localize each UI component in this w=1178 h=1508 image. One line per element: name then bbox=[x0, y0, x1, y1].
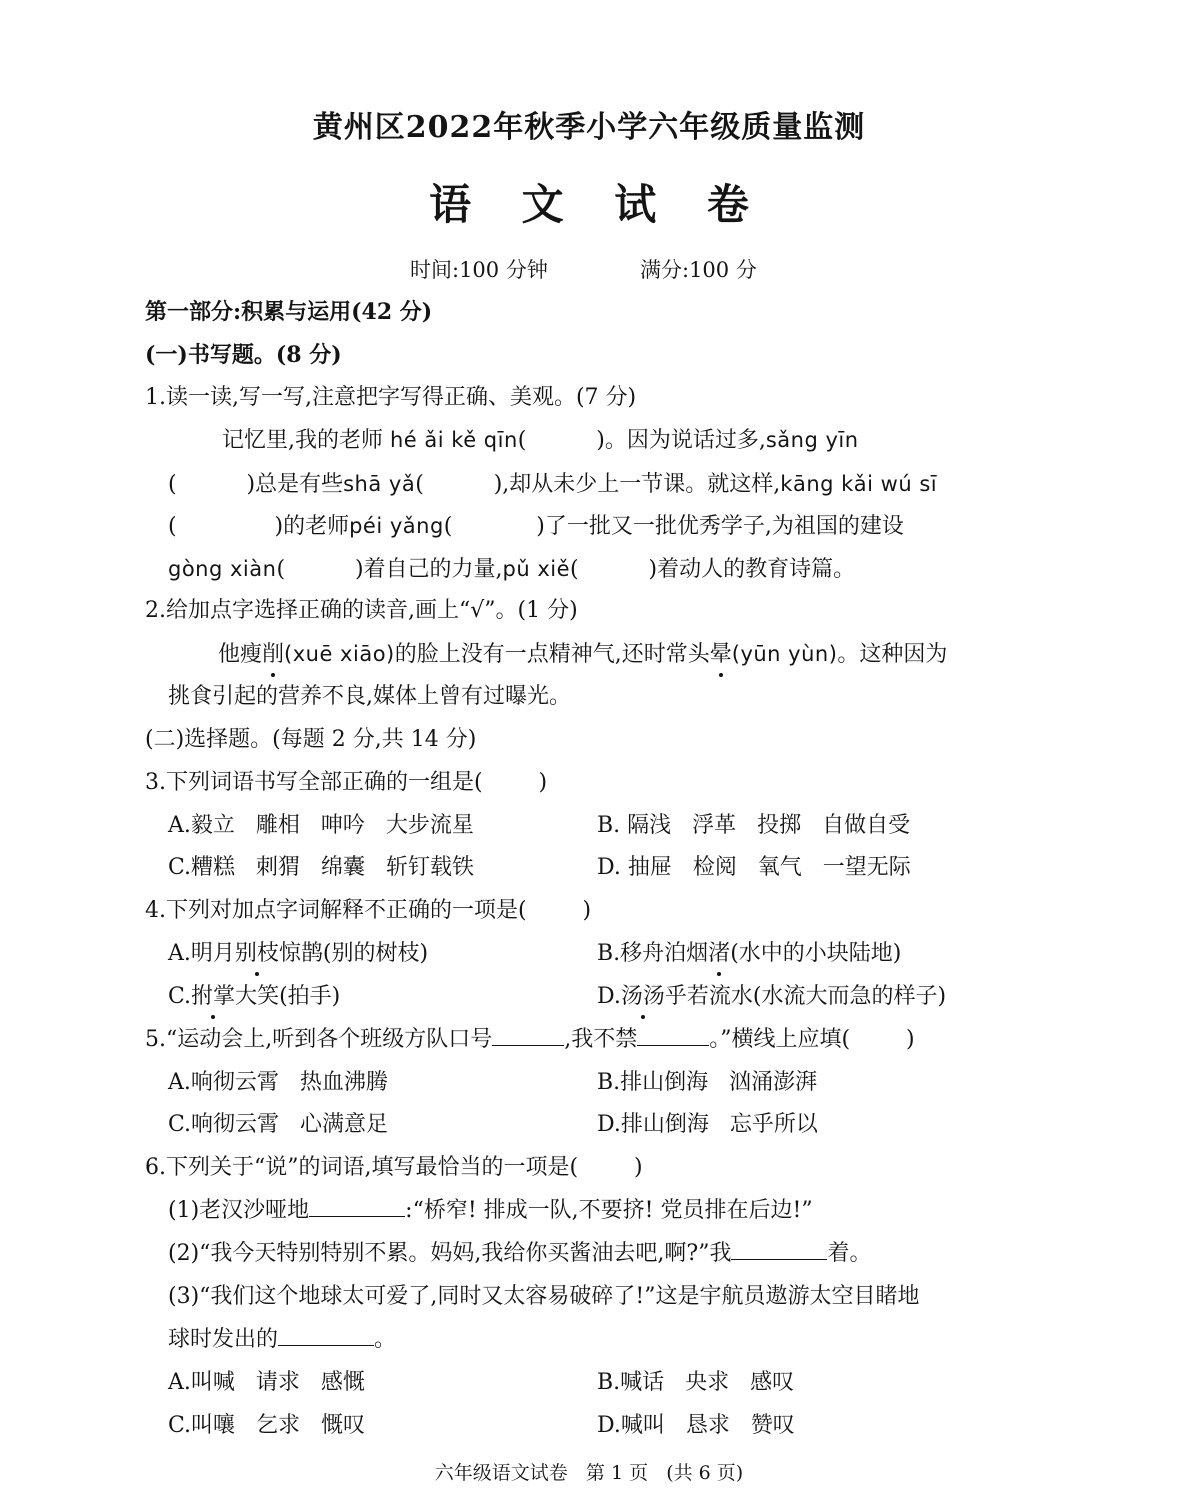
q2-text: 的脸上没有一点精神气,还时常头 bbox=[394, 642, 710, 667]
dotted-char: 削 bbox=[262, 640, 284, 670]
q1-pinyin: sǎng yīn bbox=[765, 428, 859, 452]
q5-option-b[interactable]: B.排山倒海 汹涌澎湃 bbox=[597, 1070, 818, 1095]
q4-option-d[interactable] bbox=[597, 982, 946, 1012]
q6-text: 。 bbox=[374, 1327, 397, 1352]
dotted-char: 渚 bbox=[708, 939, 730, 969]
q4-text: 大笑(拍手) bbox=[235, 984, 341, 1009]
q2-line2: 挑食引起的营养不良,媒体上曾有过曝光。 bbox=[168, 684, 571, 709]
q1-pinyin: hé ǎi kě qīn bbox=[390, 428, 518, 452]
q2-line1 bbox=[218, 639, 947, 670]
q6-stem: 6.下列关于“说”的词语,填写最恰当的一项是( ) bbox=[145, 1155, 643, 1180]
dotted-char: 拊掌 bbox=[191, 982, 235, 1012]
answer-blank[interactable] bbox=[637, 1027, 709, 1046]
q6-sentence-2 bbox=[168, 1239, 871, 1269]
q1-pinyin: pǔ xiě bbox=[502, 557, 571, 581]
q4-text: (水中的小块陆地) bbox=[730, 941, 902, 966]
q2-stem: 2.给加点字选择正确的读音,画上“√”。(1 分) bbox=[145, 598, 578, 623]
dotted-char: 别枝 bbox=[235, 939, 279, 969]
q2-pinyin: (yūn yùn) bbox=[731, 642, 838, 666]
q4-option-c[interactable] bbox=[168, 982, 340, 1012]
dotted-char: 汤汤 bbox=[621, 982, 665, 1012]
q5-option-c[interactable]: C.响彻云霄 心满意足 bbox=[168, 1112, 389, 1137]
q4-text: D. bbox=[597, 984, 621, 1009]
q6-option-b[interactable]: B.喊话 央求 感叹 bbox=[597, 1370, 795, 1395]
q1-stem: 1.读一读,写一写,注意把字写得正确、美观。(7 分) bbox=[145, 385, 637, 410]
q1-line4 bbox=[168, 554, 855, 585]
q4-text: 乎若流水(水流大而急的样子) bbox=[664, 984, 947, 1009]
q4-text: A.明月 bbox=[168, 941, 235, 966]
q1-text: ( ),却从未少上一节课。就这样, bbox=[415, 472, 781, 497]
q3-option-a[interactable]: A.毅立 雕相 呻吟 大步流星 bbox=[168, 813, 474, 838]
q2-text: 。这种因为 bbox=[837, 642, 948, 667]
q5-text: 5.“运动会上,听到各个班级方队口号 bbox=[145, 1027, 493, 1052]
q1-line2 bbox=[168, 469, 937, 500]
q4-text: C. bbox=[168, 984, 192, 1009]
exam-title: 黄州区2022年秋季小学六年级质量监测 bbox=[312, 110, 866, 145]
q6-option-a[interactable]: A.叫喊 请求 感慨 bbox=[168, 1370, 365, 1395]
q6-text: 着。 bbox=[827, 1241, 872, 1266]
q3-option-c[interactable]: C.糟糕 刺猬 绵囊 斩钉载铁 bbox=[168, 855, 474, 880]
q6-sentence-3-cont bbox=[168, 1325, 396, 1355]
q5-option-d[interactable]: D.排山倒海 忘乎所以 bbox=[597, 1112, 818, 1137]
part1-heading: 第一部分:积累与运用(42 分) bbox=[145, 299, 433, 325]
q1-text: ( )总是有些 bbox=[168, 472, 344, 497]
exam-time: 时间:100 分钟 bbox=[410, 258, 548, 282]
answer-blank[interactable] bbox=[278, 1327, 374, 1346]
q4-option-b[interactable] bbox=[597, 939, 901, 969]
q6-text: (1)老汉沙哑地 bbox=[168, 1198, 310, 1223]
q5-option-a[interactable]: A.响彻云霄 热血沸腾 bbox=[168, 1070, 388, 1095]
q1-text: ( )着动人的教育诗篇。 bbox=[570, 557, 856, 582]
q1-pinyin: péi yǎng bbox=[349, 514, 444, 538]
answer-blank[interactable] bbox=[309, 1198, 405, 1217]
exam-score: 满分:100 分 bbox=[640, 258, 757, 282]
q4-text: 惊鹊(别的树枝) bbox=[278, 941, 429, 966]
q4-stem: 4.下列对加点字词解释不正确的一项是( ) bbox=[145, 898, 592, 923]
q2-pinyin: (xuē xiāo) bbox=[284, 642, 395, 666]
q6-sentence-1 bbox=[168, 1196, 813, 1226]
answer-blank[interactable] bbox=[492, 1027, 564, 1046]
q3-option-b[interactable]: B. 隔浅 浮革 投掷 自做自受 bbox=[597, 813, 911, 838]
q4-text: B.移舟泊烟 bbox=[597, 941, 709, 966]
q4-option-a[interactable] bbox=[168, 939, 428, 969]
answer-blank[interactable] bbox=[731, 1241, 827, 1260]
q1-text: 记忆里,我的老师 bbox=[222, 428, 383, 453]
q6-text: (2)“我今天特别特别不累。妈妈,我给你买酱油去吧,啊?”我 bbox=[168, 1241, 732, 1266]
q3-stem: 3.下列词语书写全部正确的一组是( ) bbox=[145, 770, 548, 795]
section2-heading: (二)选择题。(每题 2 分,共 14 分) bbox=[145, 727, 477, 752]
q3-option-d[interactable]: D. 抽屉 检阅 氧气 一望无际 bbox=[597, 855, 911, 880]
q1-line3 bbox=[168, 511, 904, 542]
q6-option-c[interactable]: C.叫嚷 乞求 慨叹 bbox=[168, 1413, 366, 1438]
q1-line1 bbox=[222, 425, 859, 456]
q1-text: ( )。因为说话过多, bbox=[517, 428, 766, 453]
q1-text: ( )了一批又一批优秀学子,为祖国的建设 bbox=[443, 514, 904, 539]
q1-pinyin: shā yǎ bbox=[343, 472, 416, 496]
q5-stem bbox=[145, 1025, 915, 1055]
page-footer: 六年级语文试卷 第 1 页 (共 6 页) bbox=[434, 1462, 744, 1484]
q2-text: 他瘦 bbox=[218, 642, 263, 667]
q5-text: ,我不禁 bbox=[564, 1027, 638, 1052]
q6-option-d[interactable]: D.喊叫 恳求 赞叹 bbox=[597, 1413, 795, 1438]
exam-subtitle: 语 文 试 卷 bbox=[429, 180, 767, 229]
dotted-char: 晕 bbox=[710, 640, 732, 670]
q1-pinyin: kāng kǎi wú sī bbox=[780, 472, 938, 496]
q6-text: 球时发出的 bbox=[168, 1327, 279, 1352]
q5-text: 。”横线上应填( ) bbox=[709, 1027, 915, 1052]
q6-sentence-3: (3)“我们这个地球太可爱了,同时又太容易破碎了!”这是宇航员遨游太空目睹地 bbox=[168, 1284, 920, 1309]
q1-pinyin: gòng xiàn bbox=[168, 557, 277, 581]
q1-text: ( )着自己的力量, bbox=[276, 557, 503, 582]
q6-text: :“桥窄! 排成一队,不要挤! 党员排在后边!” bbox=[405, 1198, 813, 1223]
section1-heading: (一)书写题。(8 分) bbox=[145, 342, 342, 368]
q1-text: ( )的老师 bbox=[168, 514, 350, 539]
